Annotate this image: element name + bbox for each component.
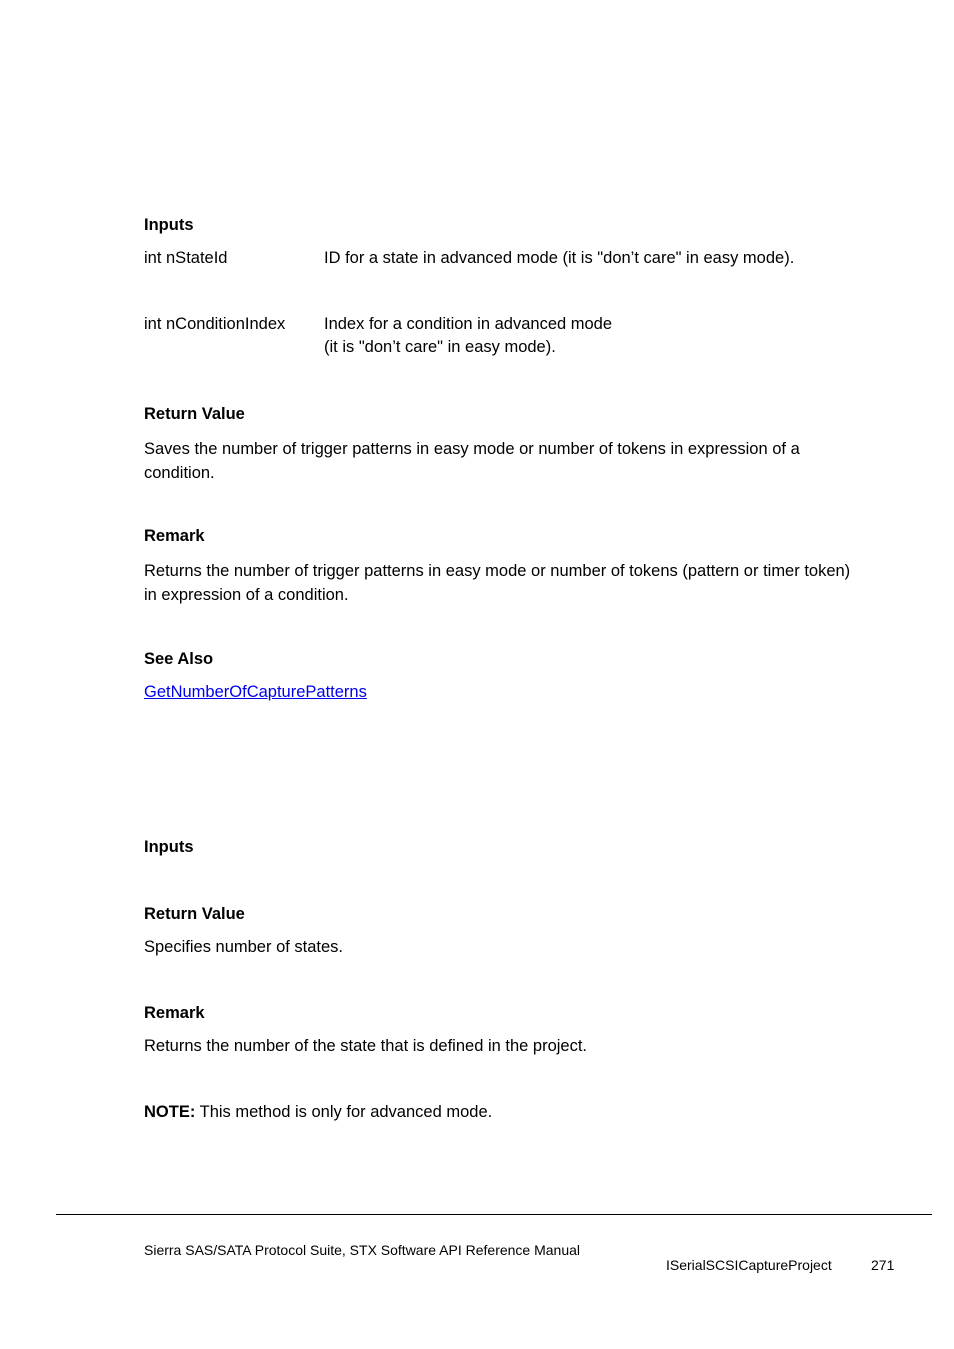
return-value-heading-2: Return Value (144, 905, 245, 923)
param-name-nconditionindex: int nConditionIndex (144, 315, 286, 333)
remark-heading-2: Remark (144, 1004, 205, 1022)
footer-manual-title: Sierra SAS/SATA Protocol Suite, STX Software API Reference Manual (144, 1242, 581, 1258)
remark-text-2: Returns the number of the state that is defined in the project. (144, 1037, 588, 1055)
param-desc-nconditionindex-line1: Index for a condition in advanced mode (324, 315, 613, 333)
note (144, 1103, 492, 1122)
footer-section-name: ISerialSCSICaptureProject (666, 1257, 832, 1273)
footer-page-number: 271 (871, 1257, 895, 1273)
inputs-heading: Inputs (144, 216, 194, 234)
note-text: This method is only for advanced mode. (195, 1103, 493, 1121)
param-name-nstateid: int nStateId (144, 249, 228, 267)
see-also-link[interactable]: GetNumberOfCapturePatterns (144, 683, 367, 701)
remark-heading: Remark (144, 527, 205, 545)
footer-rule (56, 1214, 932, 1215)
param-desc-nconditionindex-line2: (it is "don’t care" in easy mode). (324, 338, 556, 356)
param-desc-nstateid: ID for a state in advanced mode (it is "don’t care" in easy mode). (324, 249, 795, 267)
remark-text: Returns the number of trigger patterns in easy mode or number of tokens (pattern or timer token) in expression of a condition. (144, 562, 851, 604)
return-value-text: Saves the number of trigger patterns in easy mode or number of tokens in expression of a condition. (144, 440, 800, 482)
see-also-heading: See Also (144, 650, 214, 668)
return-value-heading: Return Value (144, 405, 245, 423)
note-label: NOTE: (144, 1103, 196, 1121)
return-value-text-2: Specifies number of states. (144, 938, 344, 956)
inputs-heading-2: Inputs (144, 838, 194, 856)
